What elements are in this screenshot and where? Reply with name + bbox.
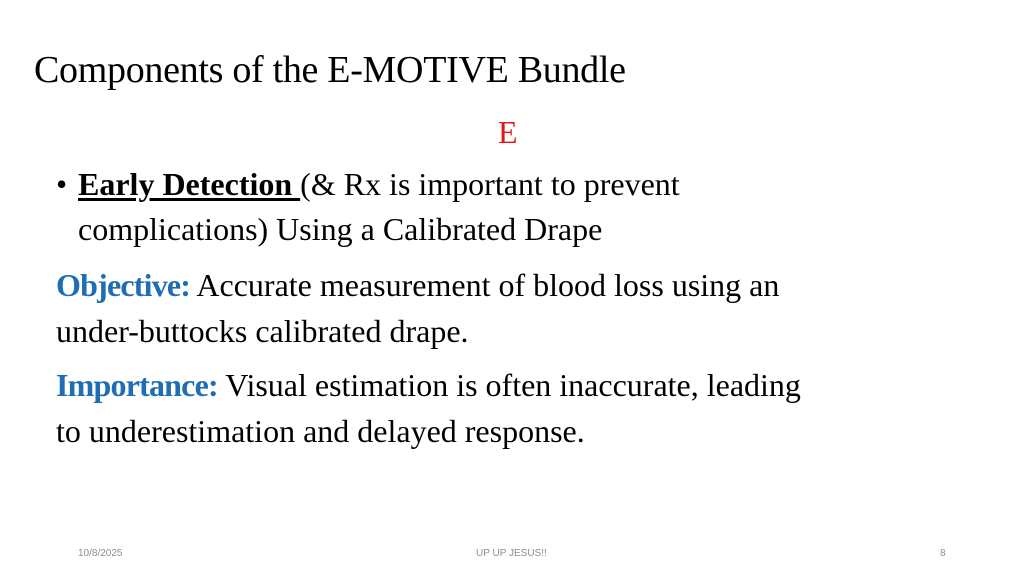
objective-label: Objective: [56,267,191,303]
objective-line-1 [56,262,976,308]
bullet-line-1-text: (& Rx is important to prevent [300,166,680,202]
footer-text: UP UP JESUS!! [476,548,547,559]
bullet-line-1 [56,162,956,207]
early-detection-heading: Early Detection [78,166,301,202]
slide-title: Components of the E-MOTIVE Bundle [34,49,626,91]
importance-line-2: to underestimation and delayed response. [56,413,585,449]
objective-line-2: under-buttocks calibrated drape. [56,313,469,349]
importance-label: Importance: [56,367,218,403]
objective-text: Accurate measurement of blood loss using an [190,267,780,303]
footer-page-number: 8 [940,548,946,559]
importance-line-1 [56,362,976,408]
bullet-line-2: complications) Using a Calibrated Drape [78,211,603,247]
bullet-dot-icon: • [56,166,68,202]
objective-paragraph [56,262,976,354]
section-letter: E [498,114,518,150]
importance-paragraph [56,362,976,454]
importance-text: Visual estimation is often inaccurate, leading [217,367,801,403]
bullet-early-detection [56,162,956,252]
footer-date: 10/8/2025 [78,548,123,559]
